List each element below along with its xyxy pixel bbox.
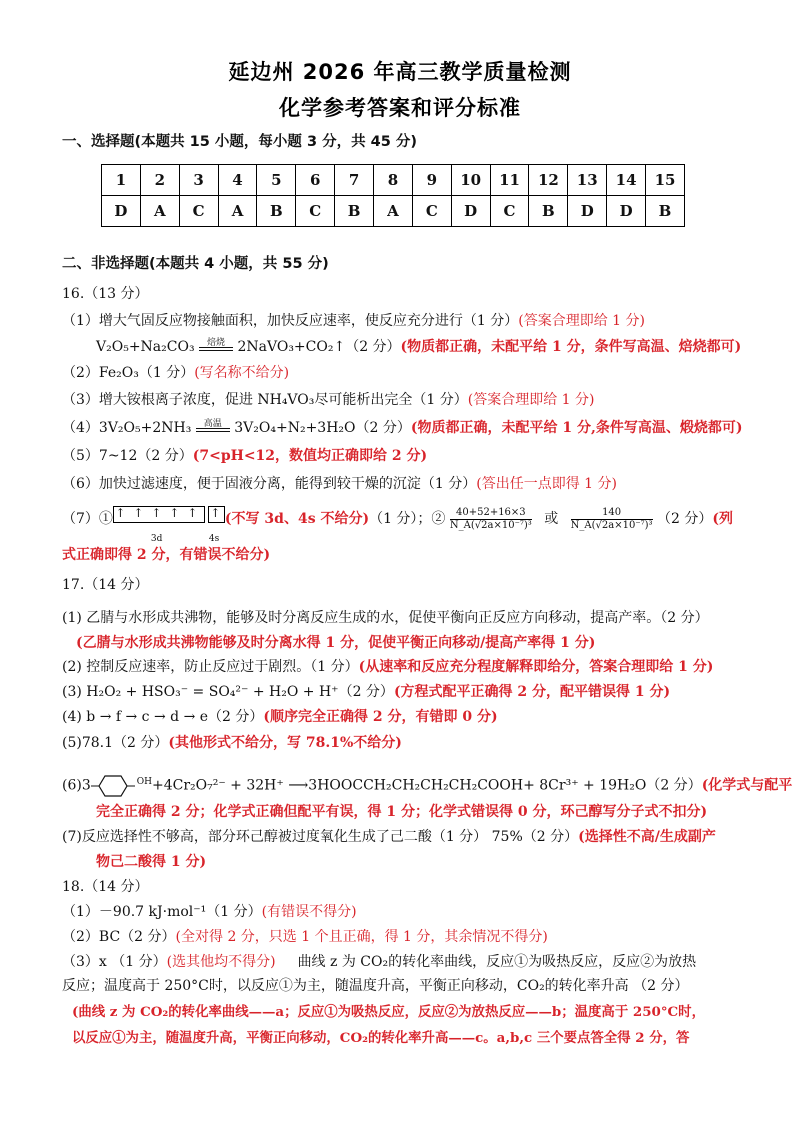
question-number-cell: 5 (257, 165, 296, 196)
q17-p1-note: (乙腈与水形成共沸物能够及时分离水得 1 分，促使平衡正向移动/提高产率得 1 分) (76, 635, 596, 651)
frac2-numerator: 140 (571, 507, 653, 520)
q18-part1 (62, 902, 357, 922)
answer-cell: A (218, 196, 257, 227)
q17-p3-text: (3) H₂O₂ + HSO₃⁻ = SO₄²⁻ + H₂O + H⁺（2 分） (62, 684, 394, 700)
q17-part5 (62, 733, 402, 753)
answer-cell: B (529, 196, 568, 227)
page-subtitle: 化学参考答案和评分标准 (279, 96, 521, 120)
density-fraction-1 (450, 507, 532, 532)
section-1-heading: 一、选择题(本题共 15 小题，每小题 3 分，共 45 分) (62, 134, 417, 150)
q17-p6-prefix: (6)3 (62, 777, 91, 794)
q17-p6-oh: OH (136, 777, 152, 787)
q17-p7-note-b: 物己二酸得 1 分) (96, 854, 207, 870)
q16-p4-right: 3V₂O₄+N₂+3H₂O（2 分） (234, 420, 411, 436)
q17-part3 (62, 682, 670, 702)
q16-eq1-right: 2NaVO₃+CO₂↑（2 分） (237, 339, 401, 355)
q17-p2-text: (2) 控制反应速率，防止反应过于剧烈。（1 分） (62, 659, 359, 675)
q16-p6-text: （6）加快过滤速度，便于固液分离，能得到较干燥的沉淀（1 分） (62, 476, 477, 492)
frac1-denominator: N_A(√2a×10⁻⁷)³ (449, 519, 532, 531)
answer-cell: C (179, 196, 218, 227)
q16-p4-left: （4）3V₂O₅+2NH₃ (62, 420, 192, 436)
orbital-arrow: ↑ (210, 506, 221, 520)
q17-p6-eq: +4Cr₂O₇²⁻ + 32H⁺ ⟶3HOOCCH₂CH₂CH₂CH₂COOH+ 8Cr³⁺ + 19H₂O (151, 777, 647, 794)
q17-p6-note-a: (化学式与配平 (701, 777, 793, 794)
q18-p3-d: (曲线 z 为 CO₂的转化率曲线——a；反应①为吸热反应，反应②为放热反应——b；温度高于 250°C时， (72, 1004, 705, 1020)
q16-p5-text: （5）7~12（2 分） (62, 448, 193, 464)
question-number-cell: 10 (451, 165, 490, 196)
orbital-diagram (113, 504, 225, 544)
q16-eq1-condition: 焙烧 (207, 338, 226, 348)
q16-part6 (62, 474, 617, 494)
q17-p4-text: (4) b → f → c → d → e（2 分） (62, 709, 264, 725)
q17-p2-note: (从速率和反应充分程度解释即给分，答案合理即给 1 分) (358, 659, 714, 675)
q16-equation-1 (96, 337, 741, 357)
frac1-numerator: 40+52+16×3 (450, 507, 532, 520)
q16-p4-note: (物质都正确，未配平给 1 分,条件写高温、煅烧都可) (410, 420, 743, 436)
q16-p7-or: 或 (544, 511, 559, 527)
q16-eq1-arrow (199, 337, 233, 351)
answer-cell: B (335, 196, 374, 227)
q16-p2-text: （2）Fe₂O₃（1 分） (62, 365, 195, 381)
question-number-cell: 15 (646, 165, 685, 196)
question-number-row (102, 165, 685, 196)
section-2-heading: 二、非选择题(本题共 4 小题，共 55 分) (62, 256, 329, 272)
q18-p1-text: （1）－90.7 kJ·mol⁻¹（1 分） (62, 904, 262, 920)
q17-p7-text: (7)反应选择性不够高，部分环己醇被过度氧化生成了己二酸（1 分） 75%（2 分） (62, 829, 579, 845)
q16-p1-note: (答案合理即给 1 分) (518, 313, 645, 329)
q18-p1-note: (有错误不得分) (261, 904, 357, 920)
q17-p7-note-a: (选择性不高/生成副产 (578, 829, 716, 845)
frac2-denominator: N_A(√2a×10⁻⁷)³ (570, 519, 653, 531)
orbital-arrow: ↑ (133, 506, 144, 520)
q16-p7-score: （2 分） (657, 511, 713, 527)
q16-p7-note1: (不写 3d、4s 不给分) (224, 511, 370, 527)
answer-cell: D (102, 196, 141, 227)
q17-part7 (62, 827, 716, 847)
q16-p4-condition: 高温 (203, 419, 222, 429)
question-number-cell: 3 (179, 165, 218, 196)
q17-header: 17.（14 分） (62, 577, 149, 593)
question-number-cell: 11 (490, 165, 529, 196)
question-number-cell: 1 (102, 165, 141, 196)
q16-p7-note2b: 式正确即得 2 分，有错误不给分) (62, 547, 271, 563)
question-number-cell: 13 (568, 165, 607, 196)
question-number-cell: 9 (412, 165, 451, 196)
answer-table (101, 164, 685, 227)
q16-part5 (62, 446, 427, 466)
answer-cell: D (451, 196, 490, 227)
q16-p1-text: （1）增大气固反应物接触面积，加快反应速率，使反应充分进行（1 分） (62, 313, 519, 329)
orbital-arrow: ↑ (151, 506, 162, 520)
q16-p3-note: (答案合理即给 1 分) (467, 392, 595, 408)
answer-row (102, 196, 685, 227)
q17-p4-note: (顺序完全正确得 2 分，有错即 0 分) (263, 709, 498, 725)
question-number-cell: 4 (218, 165, 257, 196)
q18-part2 (62, 927, 548, 947)
q18-p3-c: 反应；温度高于 250°C时，以反应①为主，随温度升高，平衡正向移动，CO₂的转化率升高 （2 分） (62, 978, 689, 994)
orbital-arrow: ↑ (169, 506, 180, 520)
q17-part4 (62, 707, 498, 727)
q17-part2 (62, 657, 713, 677)
q17-p6-score: （2 分） (646, 777, 702, 794)
q18-header: 18.（14 分） (62, 879, 149, 895)
q16-p7-note2a: (列 (712, 511, 733, 527)
q18-p3-e: 以反应①为主，随温度升高，平衡正向移动，CO₂的转化率升高——c。a,b,c 三个要点答全得 2 分，答 (72, 1030, 690, 1046)
q16-part4 (62, 418, 742, 438)
answer-cell: A (140, 196, 179, 227)
q16-eq1-left: V₂O₅+Na₂CO₃ (96, 339, 195, 355)
q16-header: 16.（13 分） (62, 286, 149, 302)
cyclohexanol-ring-icon (91, 773, 137, 799)
q18-p2-note: (全对得 2 分，只选 1 个且正确，得 1 分，其余情况不得分) (175, 929, 548, 945)
answer-cell: B (257, 196, 296, 227)
q16-part3 (62, 390, 594, 410)
q17-p1-text: (1) 乙腈与水形成共沸物，能够及时分离反应生成的水，促使平衡向正反应方向移动，提高产率。（2 分） (62, 610, 709, 626)
q16-part2 (62, 363, 289, 383)
answer-cell: D (568, 196, 607, 227)
q17-p5-text: (5)78.1（2 分） (62, 735, 169, 751)
q16-p2-note: (写名称不给分) (194, 365, 290, 381)
question-number-cell: 7 (335, 165, 374, 196)
q17-p6-note-b: 完全正确得 2 分；化学式正确但配平有误，得 1 分；化学式错误得 0 分，环己醇写分子式不扣分) (96, 804, 708, 820)
orbital-arrow: ↑ (115, 506, 126, 520)
question-number-cell: 2 (140, 165, 179, 196)
answer-cell: A (374, 196, 413, 227)
page-title: 延边州 2026 年高三教学质量检测 (228, 60, 572, 84)
question-number-cell: 6 (296, 165, 335, 196)
q16-part1 (62, 311, 645, 331)
q17-p3-note: (方程式配平正确得 2 分，配平错误得 1 分) (393, 684, 671, 700)
answer-cell: B (646, 196, 685, 227)
orbital-arrow: ↑ (187, 506, 198, 520)
density-fraction-2 (571, 507, 653, 532)
question-number-cell: 8 (374, 165, 413, 196)
q16-p6-note: (答出任一点即得 1 分) (476, 476, 617, 492)
q18-p3-b: 曲线 z 为 CO₂的转化率曲线，反应①为吸热反应，反应②为放热 (297, 954, 697, 970)
question-number-cell: 14 (607, 165, 646, 196)
q16-p5-note: (7<pH<12，数值均正确即给 2 分) (192, 448, 428, 464)
question-number-cell: 12 (529, 165, 568, 196)
answer-cell: C (296, 196, 335, 227)
q18-p2-text: （2）BC（2 分） (62, 929, 176, 945)
q16-p3-text: （3）增大铵根离子浓度，促进 NH₄VO₃尽可能析出完全（1 分） (62, 392, 468, 408)
q17-part6 (62, 772, 792, 799)
q18-p3-note: (选其他均不得分) (166, 954, 276, 970)
q17-p5-note: (其他形式不给分，写 78.1%不给分) (168, 735, 402, 751)
q16-p7-prefix: （7）① (62, 511, 113, 527)
answer-cell: D (607, 196, 646, 227)
q16-part7 (62, 502, 733, 544)
q16-eq1-note: (物质都正确，未配平给 1 分，条件写高温、焙烧都可) (400, 339, 742, 355)
q18-part3 (62, 952, 696, 972)
q16-p4-arrow (196, 418, 230, 432)
answer-cell: C (412, 196, 451, 227)
q18-p3-a: （3）x （1 分） (62, 954, 167, 970)
orbital-3d-label: 3d (150, 534, 163, 544)
q16-p7-mid: （1 分）；② (369, 511, 446, 527)
orbital-4s-label: 4s (208, 534, 220, 544)
answer-cell: C (490, 196, 529, 227)
